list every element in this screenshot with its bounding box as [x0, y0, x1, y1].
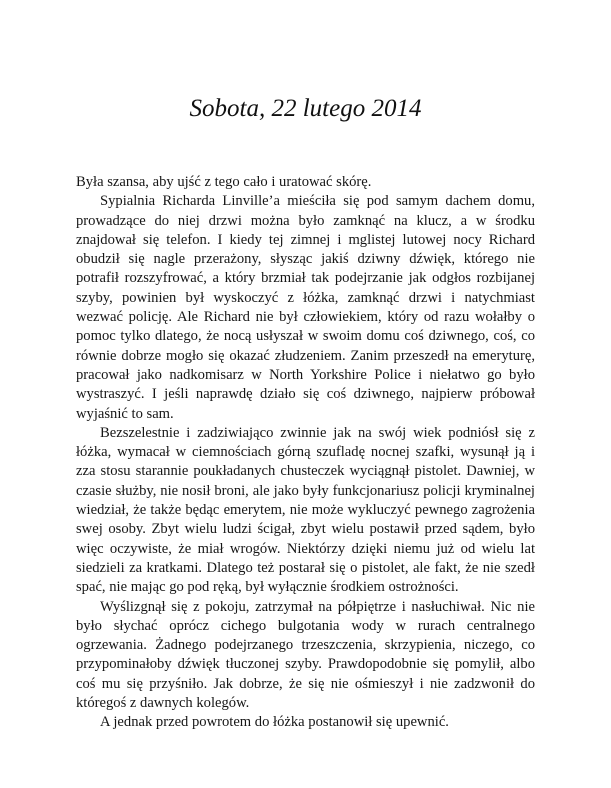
paragraph: Była szansa, aby ujść z tego cało i uratować skórę. [76, 174, 372, 190]
paragraph: A jednak przed powrotem do łóżka postanowił się upewnić. [100, 714, 449, 731]
chapter-body [76, 173, 535, 733]
paragraph: Bezszelestnie i zadziwiająco zwinnie jak na swój wiek podniósł się z łóżka, wymacał w ciemnościach górną szufladę nocnej szafki, wysunął ją i zza stosu starannie poukładanych chusteczek wyciągnął pistolet. Dawniej, w czasie służby, nie nosił broni, ale jako były funkcjonariusz policji kryminalnej wiedział, że także będąc emerytem, nie może wykluczyć pewnego zagrożenia swej osoby. Zbyt wielu ludzi ścigał, zbyt wielu postawił przed sądem, było więc oczywiste, że miał wrogów. Niektórzy dzięki niemu już od wielu lat siedzieli za kratkami. Dlatego też postarał się o pistolet, ale fakt, że nie szedł spać, nie mając go pod ręką, był wyłącznie środkiem ostrożności. [76, 424, 535, 596]
paragraph: Wyślizgnął się z pokoju, zatrzymał na półpiętrze i nasłuchiwał. Nic nie było słychać oprócz cichego bulgotania wody w rurach centralnego ogrzewania. Żadnego podejrzanego trzeszczenia, skrzypienia, niczego, co przypominałoby dźwięk tłuczonej szyby. Prawdopodobnie się pomylił, albo coś mu się przyśniło. Jak dobrze, że się nie ośmieszył i nie zadzwonił do któregoś z dawnych kolegów. [76, 598, 535, 712]
chapter-title: Sobota, 22 lutego 2014 [189, 95, 422, 122]
paragraph: Sypialnia Richarda Linville’a mieściła się pod samym dachem domu, prowadzące do niej drzwi można było zamknąć na klucz, a w środku znajdował się telefon. I kiedy tej zimnej i mglistej lutowej nocy Richard obudził się nagle przerażony, słysząc jakiś dziwny dźwięk, którego nie potrafił rozszyfrować, a który brzmiał tak podejrzanie jak odgłos rozbijanej szyby, powinien był wyskoczyć z łóżka, zamknąć drzwi i natychmiast wezwać policję. Ale Richard nie był człowiekiem, który od razu wołałby o pomoc tylko dlatego, że nocą usłyszał w swoim domu coś dziwnego, coś, co równie dobrze mogło się okazać złudzeniem. Zanim przeszedł na emeryturę, pracował jako nadkomisarz w North Yorkshire Police i niełatwo go było wystraszyć. I jeśli naprawdę działo się coś dziwnego, najpierw próbował wyjaśnić to sam. [76, 193, 535, 422]
